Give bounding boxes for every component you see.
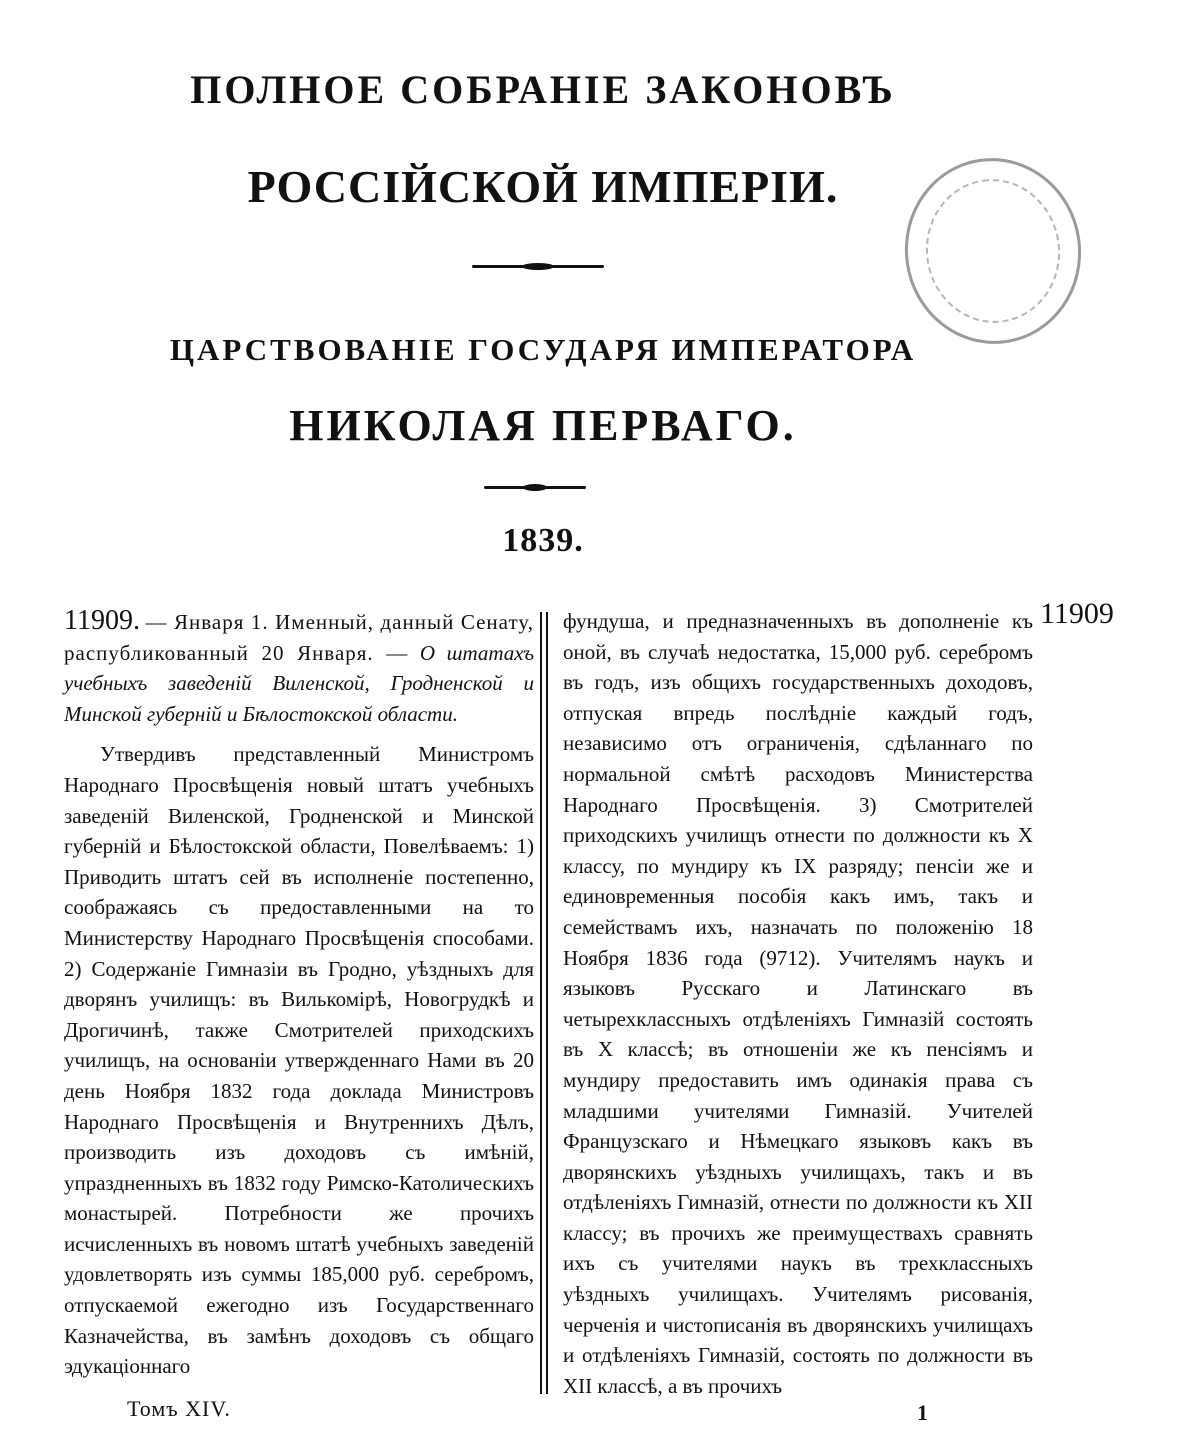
left-column [64, 606, 534, 1382]
reign-line-2: НИКОЛАЯ ПЕРВАГО. [289, 401, 797, 450]
title-line-2: РОССІЙСКОЙ ИМПЕРІИ. [247, 161, 839, 212]
margin-law-number: 11909 [1040, 597, 1114, 630]
volume-label: Томъ XIV. [127, 1396, 231, 1421]
year-heading: 1839. [502, 522, 584, 559]
title-line-1: ПОЛНОЕ СОБРАНІЕ ЗАКОНОВЪ [190, 67, 896, 112]
reign-line-1: ЦАРСТВОВАНІЕ ГОСУДАРЯ ИМПЕРАТОРА [169, 332, 917, 367]
column-divider [546, 612, 548, 1394]
law-heading [64, 606, 534, 729]
ornamental-rule [472, 265, 604, 268]
law-body-right: фундуша, и предназначенныхъ въ дополненіе къ оной, въ случаѣ недостатка, 15,000 руб. серебромъ въ годъ, изъ общихъ государственныхъ доходовъ, отпуская впредь послѣдніе каждый годъ, независимо отъ ограниченія, сдѣланнаго по нормальной смѣтѣ расходовъ Министерства Народнаго Просвѣщенія. 3) Смотрителей приходскихъ училищъ отнести по должности къ X классу, по мундиру къ IX разряду; пенсіи же и единовременныя пособія какъ имъ, такъ и семействамъ ихъ, назначать по положенію 18 Ноября 1836 года (9712). Учителямъ наукъ и языковъ Русскаго и Латинскаго въ четырехклассныхъ отдѣленіяхъ Гимназій состоять въ X классѣ; въ отношеніи же къ пенсіямъ и мундиру предоставить имъ одинакія права съ младшими учителями Гимназій. Учителей Французскаго и Нѣмецкаго языковъ какъ въ дворянскихъ уѣздныхъ училищахъ, такъ и въ отдѣленіяхъ Гимназій, отнести по должности къ XII классу; въ прочихъ же преимуществахъ сравнять ихъ съ учителями наукъ въ трехклассныхъ уѣздныхъ училищахъ. Учителямъ рисованія, черченія и чистописанія въ дворянскихъ училищахъ и отдѣленіяхъ Гимназій, состоять по должности въ XII классѣ, а въ прочихъ [563, 609, 1033, 1398]
right-column [563, 606, 1033, 1401]
signature-mark: 1 [917, 1400, 928, 1425]
law-date-heading: — Января 1. Именный, данный Сенату, распубликованный 20 Января. — [64, 610, 534, 665]
law-number: 11909. [64, 605, 140, 636]
law-subject: О штатахъ учебныхъ заведеній Виленской, Гродненской и Минской губерній и Бѣлостокской области. [64, 640, 535, 726]
ornamental-rule [484, 486, 586, 489]
law-body-left: Утвердивъ представленный Министромъ Народнаго Просвѣщенія новый штатъ учебныхъ заведеній Виленской, Гродненской и Минской губерній и Бѣлостокской области, Повелѣваемъ: 1) Приводить штатъ сей въ исполненіе постепенно, соображаясь съ предоставленными на то Министерству Народнаго Просвѣщенія способами. 2) Содержаніе Гимназіи въ Гродно, уѣздныхъ для дворянъ училищъ: въ Вилькомірѣ, Новогрудкѣ и Дрогичинѣ, также Смотрителей приходскихъ училищъ, на основаніи утвержденнаго Нами въ 20 день Ноября 1832 года доклада Министровъ Народнаго Просвѣщенія и Внутреннихъ Дѣлъ, производить изъ доходовъ съ имѣній, упраздненныхъ въ 1832 году Римско-Католическихъ монастырей. Потребности же прочихъ исчисленныхъ въ новомъ штатѣ учебныхъ заведеній удовлетворять изъ суммы 185,000 руб. серебромъ, отпускаемой ежегодно изъ Государственнаго Казначейства, въ замѣнъ доходовъ съ общаго эдукаціоннаго [64, 742, 534, 1379]
column-divider [540, 612, 542, 1394]
